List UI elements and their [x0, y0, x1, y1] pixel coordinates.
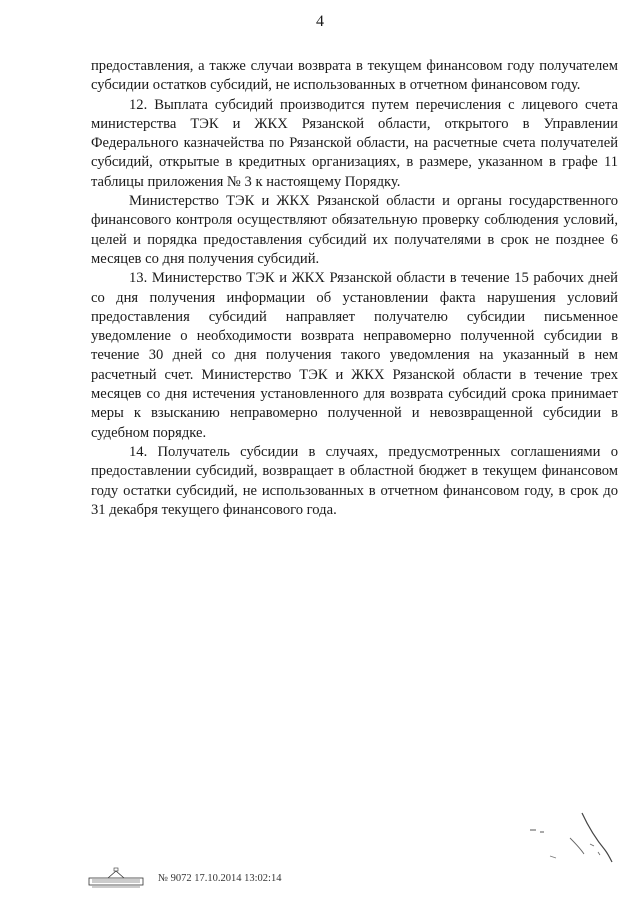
handwritten-mark [510, 808, 620, 868]
document-body [91, 57, 618, 520]
paragraph-13: 13. Министерство ТЭК и ЖКХ Рязанской области в течение 15 рабочих дней со дня получения информации об установлении факта нарушения условий предоставления субсидий направляет получателю субсидии письменное уведомление о необходимости возврата неправомерно полученной субсидии в течение 30 дней со дня получения такого уведомления на указанный в нем расчетный счет. Министерство ТЭК и ЖКХ Рязанской области в течение трех месяцев со дня истечения установленного для возврата субсидий срока принимает меры к взысканию неправомерно полученной и невозвращенной субсидии в судебном порядке. [91, 270, 618, 441]
building-stamp-icon [88, 867, 144, 889]
registration-number: № 9072 17.10.2014 13:02:14 [158, 872, 282, 884]
paragraph-14: 14. Получатель субсидии в случаях, предусмотренных соглашениями о предоставлении субсидий, возвращает в областной бюджет в текущем финансовом году остатки субсидий, не использованных в отчетном финансовом году, в срок до 31 декабря текущего финансового года. [91, 443, 618, 518]
paragraph-12: 12. Выплата субсидий производится путем перечисления с лицевого счета министерства ТЭК и ЖКХ Рязанской области, открытого в Управлении Федерального казначейства по Рязанской области, на расчетные счета получателей субсидий, открытые в кредитных организациях, в размере, указанном в графе 11 таблицы приложения № 3 к настоящему Порядку. [91, 96, 618, 190]
registration-stamp [88, 867, 281, 889]
paragraph-continuation: предоставления, а также случаи возврата в текущем финансовом году получателем субсидии остатков субсидий, не использованных в отчетном финансовом году. [91, 58, 618, 94]
paragraph-control: Министерство ТЭК и ЖКХ Рязанской области и органы государственного финансового контроля осуществляют обязательную проверку соблюдения условий, целей и порядка предоставления субсидий их получателями в срок не позднее 6 месяцев со дня получения субсидий. [91, 193, 618, 267]
page-number: 4 [316, 13, 324, 30]
